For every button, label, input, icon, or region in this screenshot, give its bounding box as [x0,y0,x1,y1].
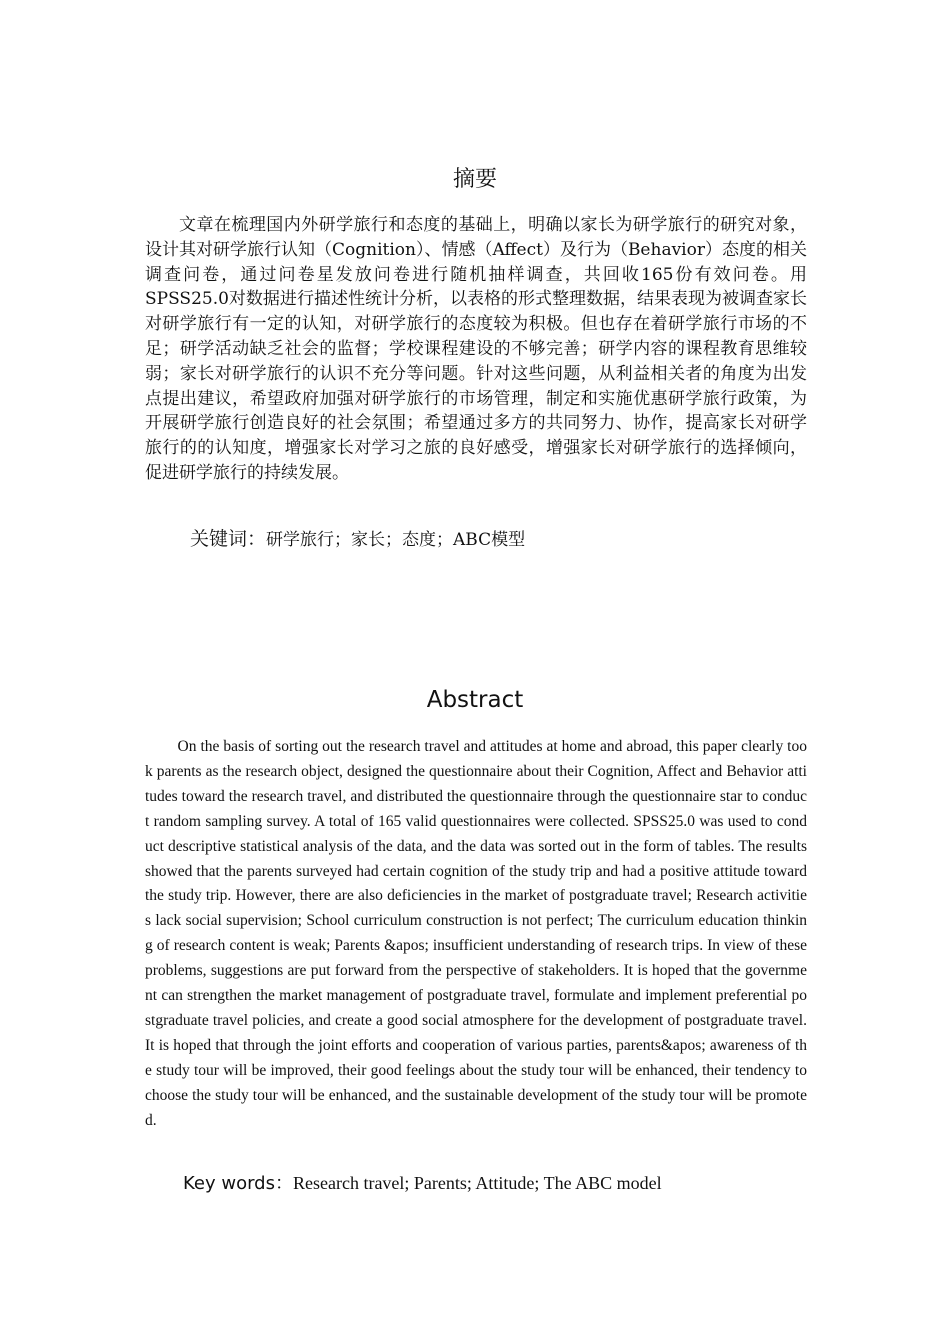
english-abstract-body: On the basis of sorting out the research travel and attitudes at home and abroad, this paper clearly took parents as the research object, designed the questionnaire about their Cognition, Affect and Behavior attitudes toward the research travel, and distributed the questionnaire through the questionnaire star to conduct random sampling survey. A total of 165 valid questionnaires were collected. SPSS25.0 was used to conduct descriptive statistical analysis of the data, and the data was sorted out in the form of tables. The results showed that the parents surveyed had certain cognition of the study trip and had a positive attitude toward the study trip. However, there are also deficiencies in the market of postgraduate travel; Research activities lack social supervision; School curriculum construction is not perfect; The curriculum education thinking of research content is weak; Parents &apos; insufficient understanding of research trips. In view of these problems, suggestions are put forward from the perspective of stakeholders. It is hoped that the government can strengthen the market management of postgraduate travel, formulate and implement preferential postgraduate travel policies, and create a good social atmosphere for the development of postgraduate travel. It is hoped that through the joint efforts and cooperation of various parties, parents&apos; awareness of the study tour will be improved, their good feelings about the study tour will be enhanced, their tendency to choose the study tour will be enhanced, and the sustainable development of the study tour will be promoted. [145,738,807,1129]
chinese-keywords [190,527,525,552]
english-keywords-label: Key words： [183,1173,293,1194]
chinese-abstract-title: 摘要 [452,167,497,192]
chinese-keywords-text: 研学旅行；家长；态度；ABC模型 [266,530,526,550]
english-abstract-title: Abstract [426,687,524,713]
english-keywords-text: Research travel; Parents; Attitude; The ABC model [292,1173,662,1193]
chinese-abstract-body: 文章在梳理国内外研学旅行和态度的基础上，明确以家长为研学旅行的研究对象，设计其对研学旅行认知（Cognition）、情感（Affect）及行为（Behavior）态度的相关调查问卷，通过问卷星发放问卷进行随机抽样调查，共回收165份有效问卷。用SPSS25.0对数据进行描述性统计分析，以表格的形式整理数据，结果表现为被调查家长对研学旅行有一定的认知，对研学旅行的态度较为积极。但也存在着研学旅行市场的不足；研学活动缺乏社会的监督；学校课程建设的不够完善；研学内容的课程教育思维较弱；家长对研学旅行的认识不充分等问题。针对这些问题，从利益相关者的角度为出发点提出建议，希望政府加强对研学旅行的市场管理，制定和实施优惠研学旅行政策，为开展研学旅行创造良好的社会氛围；希望通过多方的共同努力、协作，提高家长对研学旅行的的认知度，增强家长对学习之旅的良好感受，增强家长对研学旅行的选择倾向，促进研学旅行的持续发展。 [145,215,807,483]
chinese-keywords-label: 关键词： [190,528,267,550]
english-keywords [183,1170,662,1197]
